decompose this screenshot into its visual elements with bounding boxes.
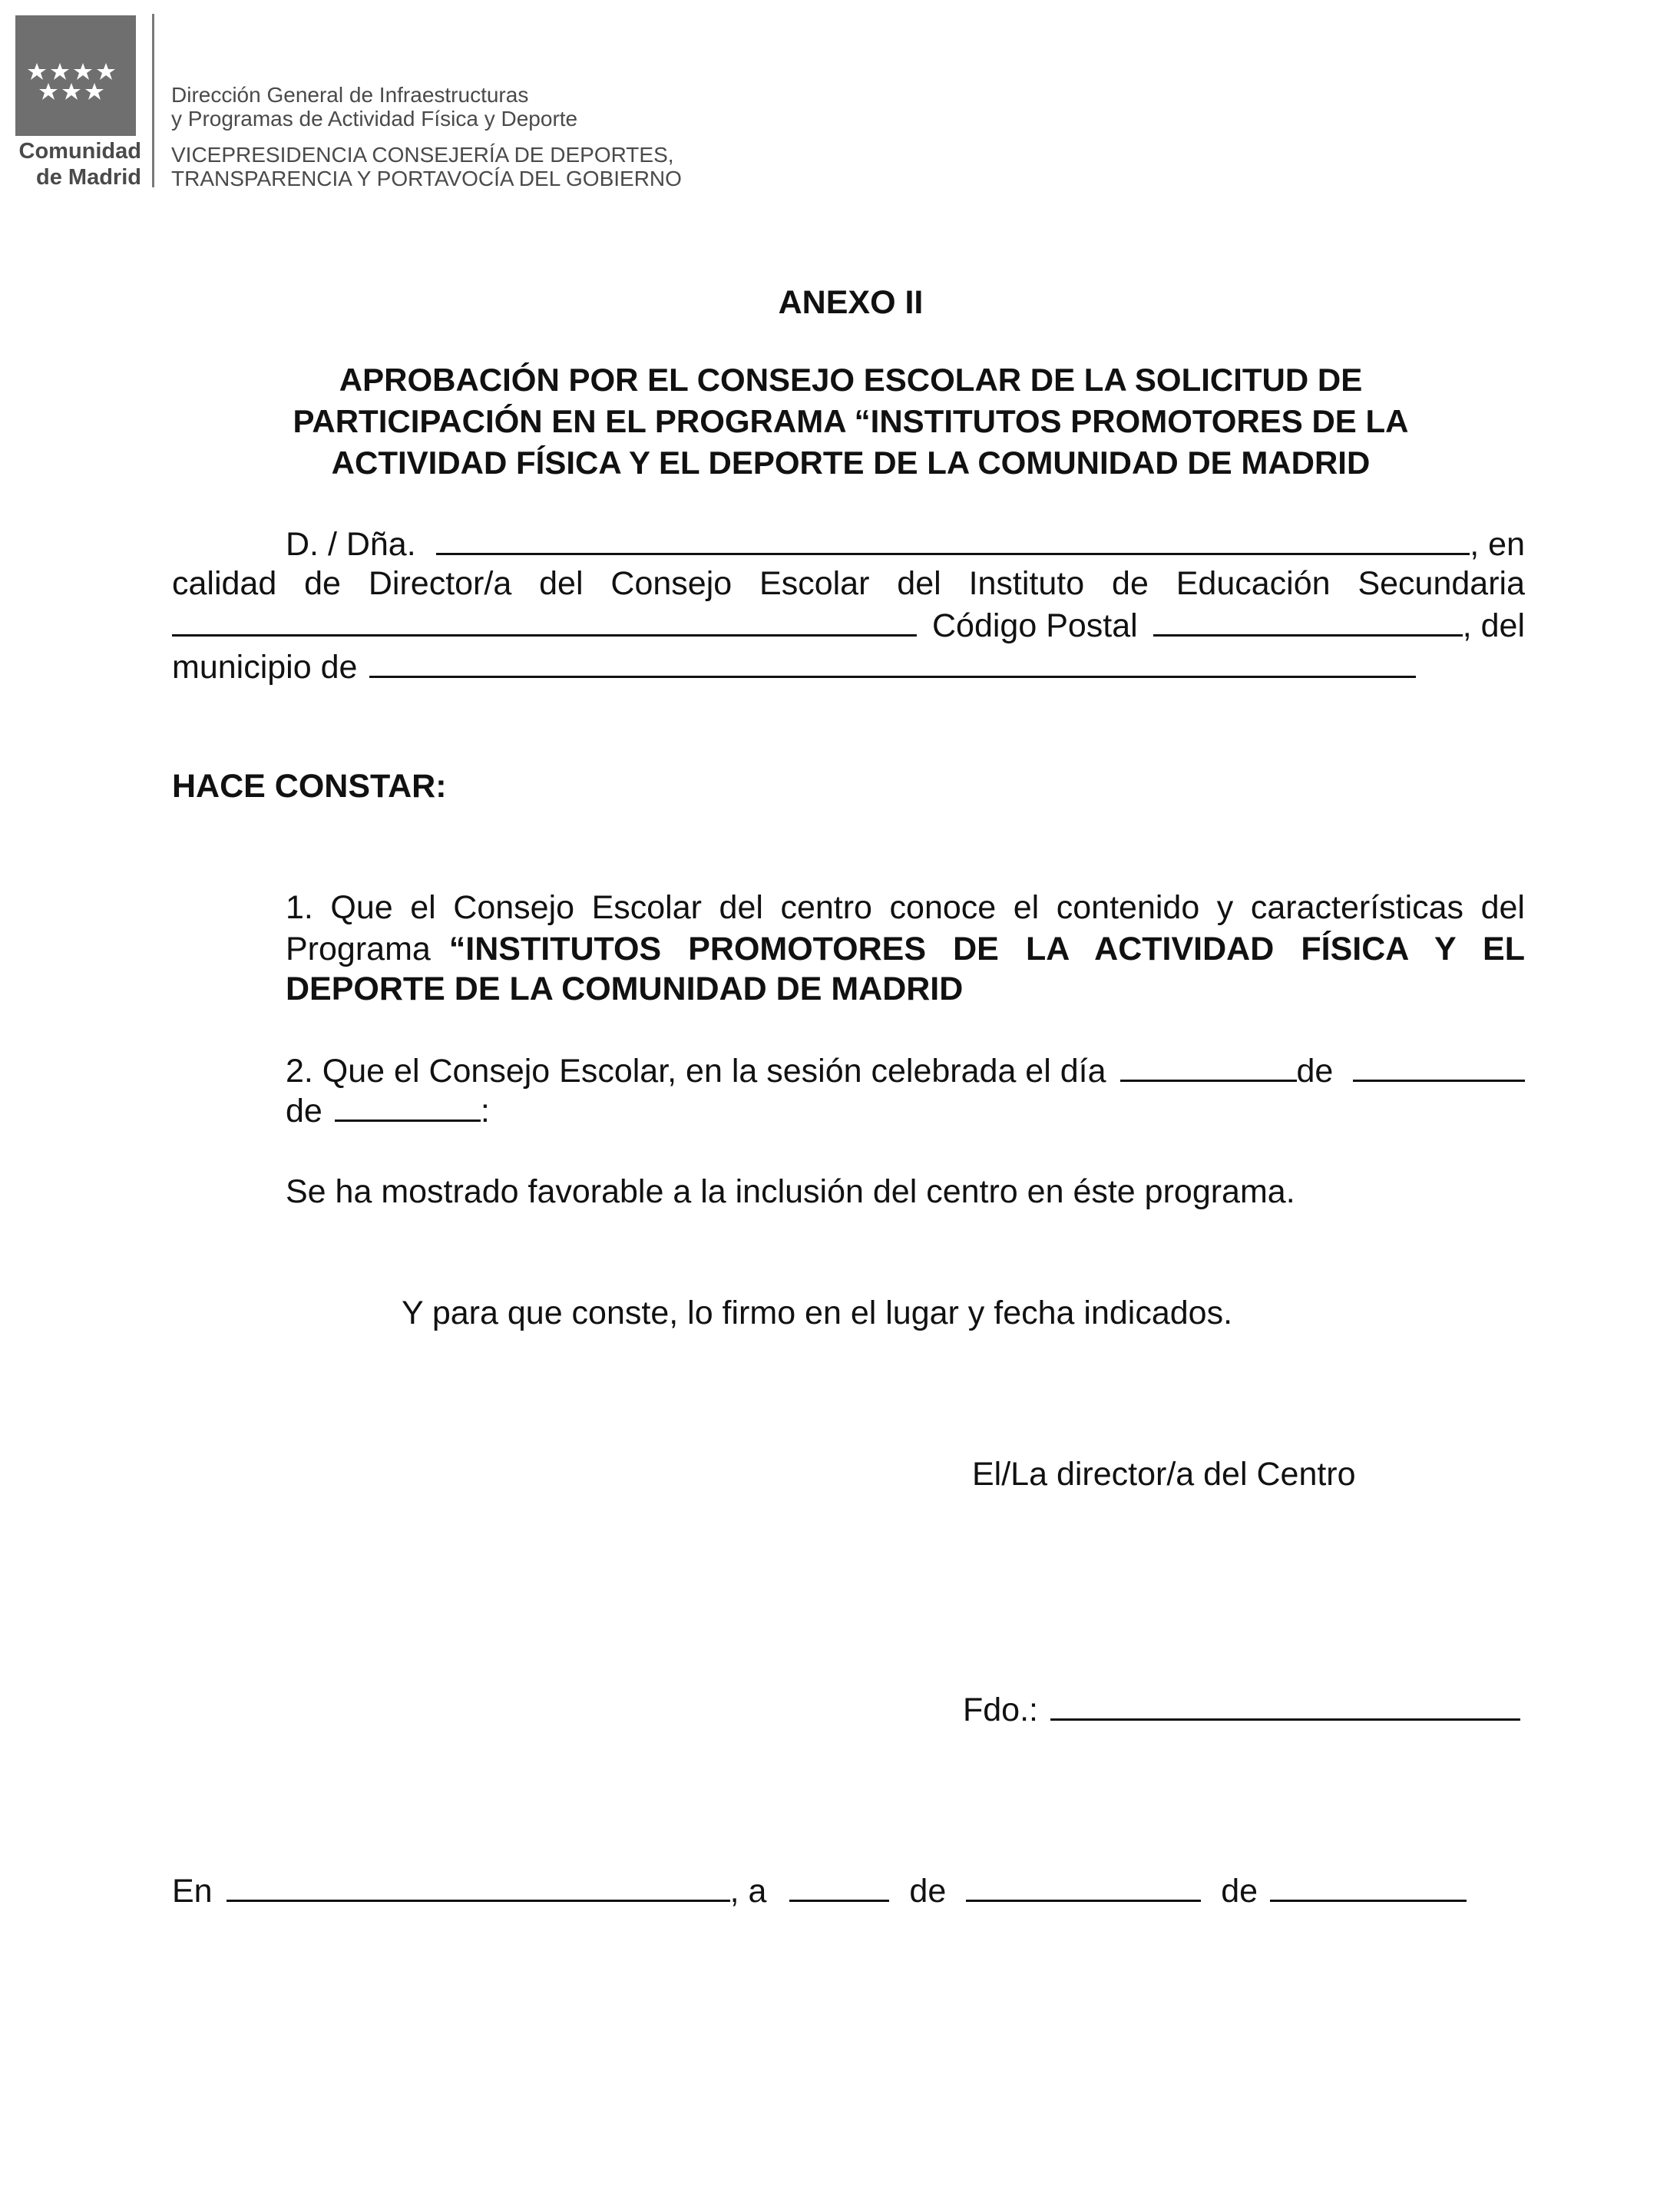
- item2-de: de: [1296, 1053, 1334, 1090]
- capacity-row: [172, 564, 1525, 604]
- favorable-statement: Se ha mostrado favorable a la inclusión del centro en éste programa.: [286, 1173, 1295, 1210]
- place-field[interactable]: [227, 1870, 730, 1902]
- municipality-field[interactable]: [369, 647, 1416, 678]
- name-row: [286, 524, 1525, 565]
- dept-line3: VICEPRESIDENCIA CONSEJERÍA DE DEPORTES,: [171, 143, 674, 167]
- item1-line2: [286, 929, 1525, 970]
- place-de2: de: [1221, 1873, 1258, 1910]
- postal-code-field[interactable]: [1153, 605, 1463, 637]
- signature-field[interactable]: [1050, 1689, 1520, 1721]
- item2-colon: :: [480, 1093, 490, 1129]
- comunidad-de-madrid-logo: [15, 15, 136, 136]
- capacity-word: Escolar: [759, 565, 870, 602]
- date-day-field[interactable]: [789, 1870, 889, 1902]
- school-name-field[interactable]: [172, 605, 917, 637]
- name-label: D. / Dña.: [286, 526, 416, 563]
- stars-icon: [15, 15, 136, 136]
- session-year-field[interactable]: [335, 1090, 481, 1122]
- item2-line2: [286, 1090, 490, 1132]
- place-a: , a: [729, 1873, 767, 1910]
- logo-name-line1: Comunidad: [18, 139, 141, 164]
- place-date-row: [172, 1870, 1467, 1912]
- school-row: [172, 605, 1525, 647]
- municipality-row: [172, 647, 1416, 688]
- consta-statement: Y para que conste, lo firmo en el lugar y fecha indicados.: [402, 1295, 1233, 1331]
- item2-line2-de: de: [286, 1093, 322, 1129]
- program-name-line2: “INSTITUTOS PROMOTORES DE LA ACTIVIDAD FÍSICA Y EL: [448, 931, 1525, 967]
- annex-title: ANEXO II: [778, 284, 924, 321]
- capacity-word: Educación: [1176, 565, 1331, 602]
- capacity-word: Instituto: [968, 565, 1085, 602]
- title-line2: PARTICIPACIÓN EN EL PROGRAMA “INSTITUTOS PROMOTORES DE LA: [293, 403, 1409, 439]
- capacity-word: del: [539, 565, 584, 602]
- date-year-field[interactable]: [1270, 1870, 1467, 1902]
- capacity-word: del: [897, 565, 941, 602]
- session-month-field[interactable]: [1353, 1050, 1525, 1082]
- item2-text: 2. Que el Consejo Escolar, en la sesión celebrada el día: [286, 1053, 1106, 1090]
- fdo-label: Fdo.:: [963, 1692, 1038, 1728]
- dept-line1: Dirección General de Infraestructuras: [171, 83, 529, 107]
- name-field[interactable]: [436, 524, 1470, 555]
- program-name-line3: DEPORTE DE LA COMUNIDAD DE MADRID: [286, 971, 964, 1007]
- logo-name-line2: de Madrid: [36, 165, 141, 190]
- dept-line2: y Programas de Actividad Física y Deporte: [171, 107, 578, 131]
- postal-label: Código Postal: [932, 607, 1138, 644]
- hace-constar-heading: HACE CONSTAR:: [172, 768, 447, 805]
- name-suffix: , en: [1470, 526, 1525, 563]
- item1-prefix: Programa: [286, 931, 431, 967]
- director-label: El/La director/a del Centro: [972, 1456, 1356, 1493]
- logo-wordmark: [11, 138, 141, 190]
- title-line1: APROBACIÓN POR EL CONSEJO ESCOLAR DE LA SOLICITUD DE: [339, 362, 1363, 398]
- dept-line4: TRANSPARENCIA Y PORTAVOCÍA DEL GOBIERNO: [171, 167, 682, 190]
- capacity-word: Consejo: [610, 565, 733, 602]
- municipality-label: municipio de: [172, 649, 358, 686]
- capacity-word: Director/a: [368, 565, 512, 602]
- capacity-word: Secundaria: [1358, 565, 1525, 602]
- capacity-word: de: [1112, 565, 1149, 602]
- item1-line1: 1. Que el Consejo Escolar del centro conoce el contenido y características del: [286, 889, 1525, 926]
- date-month-field[interactable]: [966, 1870, 1201, 1902]
- document-title: [173, 359, 1529, 484]
- signature-row: [963, 1689, 1520, 1731]
- capacity-word: de: [304, 565, 341, 602]
- session-day-field[interactable]: [1120, 1050, 1297, 1082]
- title-line3: ACTIVIDAD FÍSICA Y EL DEPORTE DE LA COMUNIDAD DE MADRID: [331, 445, 1371, 481]
- place-de1: de: [909, 1873, 947, 1910]
- logo-divider: [152, 14, 154, 187]
- capacity-word: calidad: [172, 565, 277, 602]
- place-label: En: [172, 1873, 213, 1910]
- postal-suffix: , del: [1462, 607, 1525, 644]
- item2-line1: [286, 1050, 1525, 1092]
